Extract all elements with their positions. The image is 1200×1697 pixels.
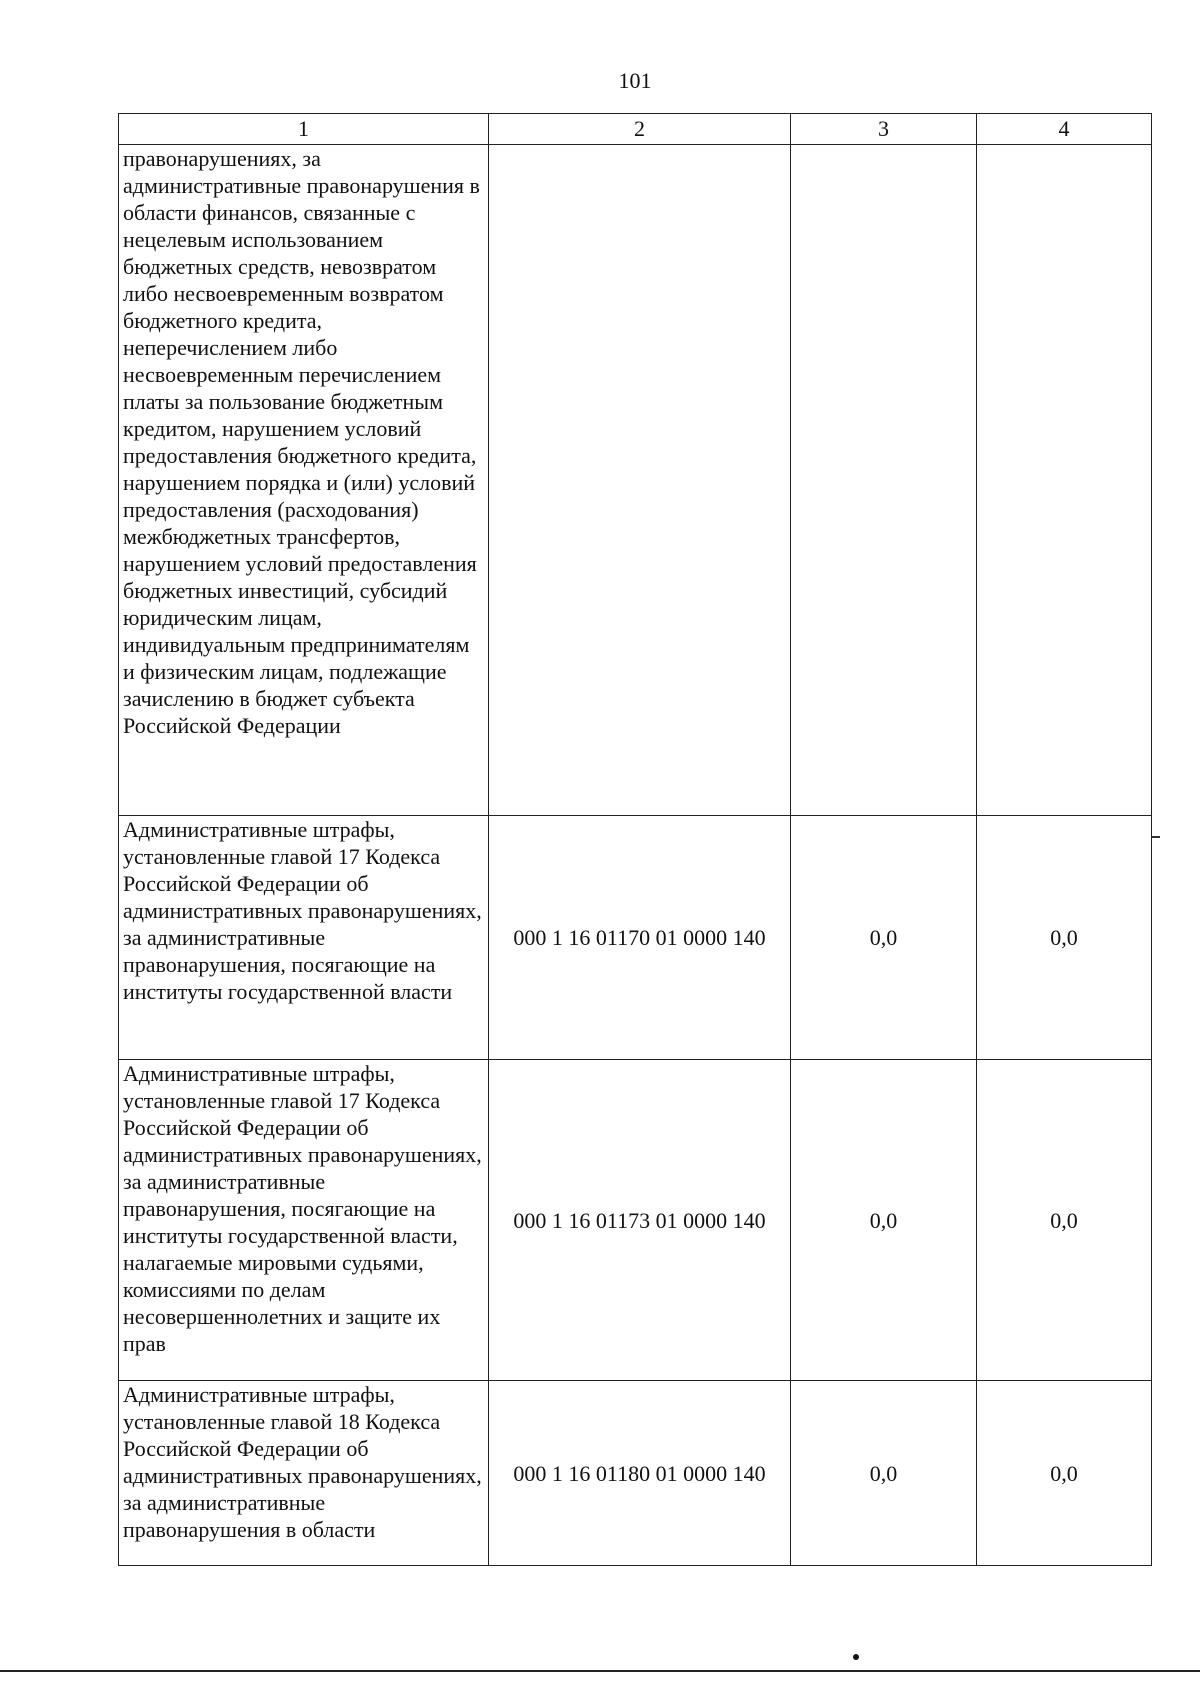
row-code: 000 1 16 01170 01 0000 140 xyxy=(489,816,791,1060)
budget-revenue-table xyxy=(118,113,1152,1566)
row-code: 000 1 16 01180 01 0000 140 xyxy=(489,1381,791,1566)
scan-artifact-dot xyxy=(853,1654,859,1660)
table-header-row xyxy=(119,114,1152,145)
column-header-1: 1 xyxy=(119,114,489,145)
row-value-col4: 0,0 xyxy=(977,1381,1152,1566)
page-number: 101 xyxy=(618,68,652,93)
row-description: правонарушениях, за административные правонарушения в области финансов, связанные с нецелевым использованием бюджетных средств, невозвратом либо несвоевременным возвратом бюджетного кредита, неперечислением либо несвоевременным перечислением платы за пользование бюджетным кредитом, нарушением условий предоставления бюджетного кредита, нарушением порядка и (или) условий предоставления (расходования) межбюджетных трансфертов, нарушением условий предоставления бюджетных инвестиций, субсидий юридическим лицам, индивидуальным предпринимателям и физическим лицам, подлежащие зачислению в бюджет субъекта Российской Федерации xyxy=(119,145,489,816)
row-value-col3: 0,0 xyxy=(791,1060,977,1381)
row-value-col4: 0,0 xyxy=(977,816,1152,1060)
column-header-4: 4 xyxy=(977,114,1152,145)
row-value-col3: 0,0 xyxy=(791,816,977,1060)
row-description: Административные штрафы, установленные главой 18 Кодекса Российской Федерации об административных правонарушениях, за административные правонарушения в области xyxy=(119,1381,489,1566)
table-row xyxy=(119,1060,1152,1381)
row-code xyxy=(489,145,791,816)
table-row xyxy=(119,145,1152,816)
row-value-col3 xyxy=(791,145,977,816)
column-header-2: 2 xyxy=(489,114,791,145)
table-row xyxy=(119,1381,1152,1566)
row-value-col3: 0,0 xyxy=(791,1381,977,1566)
page-bottom-rule xyxy=(0,1670,1200,1672)
scan-artifact-mark xyxy=(1152,836,1160,838)
row-value-col4 xyxy=(977,145,1152,816)
row-description: Административные штрафы, установленные главой 17 Кодекса Российской Федерации об административных правонарушениях, за административные правонарушения, посягающие на институты государственной власти xyxy=(119,816,489,1060)
row-code: 000 1 16 01173 01 0000 140 xyxy=(489,1060,791,1381)
row-value-col4: 0,0 xyxy=(977,1060,1152,1381)
column-header-3: 3 xyxy=(791,114,977,145)
table-row xyxy=(119,816,1152,1060)
row-description: Административные штрафы, установленные главой 17 Кодекса Российской Федерации об административных правонарушениях, за административные правонарушения, посягающие на институты государственной власти, налагаемые мировыми судьями, комиссиями по делам несовершеннолетних и защите их прав xyxy=(119,1060,489,1381)
